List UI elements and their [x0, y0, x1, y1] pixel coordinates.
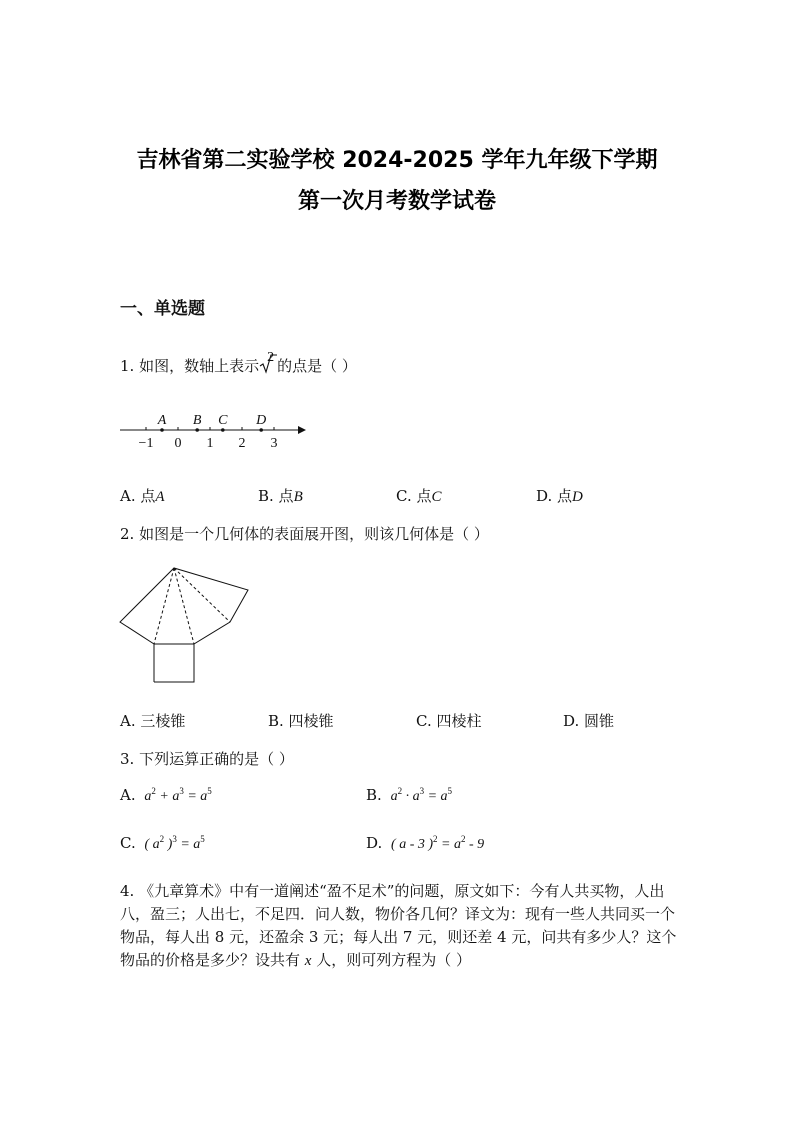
section-heading: 一、单选题: [120, 299, 205, 319]
q1-option-b[interactable]: [258, 485, 303, 506]
number-line-tick-label: 2: [238, 436, 246, 451]
question-3: 3. 下列运算正确的是（ ）: [120, 750, 294, 768]
net-outline: [120, 568, 248, 682]
q2-option-d[interactable]: D. 圆锥: [563, 712, 615, 730]
question-1: [120, 350, 357, 376]
option-key: C.: [120, 834, 136, 852]
pyramid-net-figure: [118, 562, 254, 686]
formula-d: ( a - 3 )$^2 = a^2 - 9$: [391, 834, 485, 852]
formula-a: $a^2 + a^3 = a^5$: [144, 786, 212, 804]
number-line-ticks: [139, 427, 278, 451]
q2-option-c[interactable]: C. 四棱柱: [416, 712, 482, 730]
q3-option-c[interactable]: [120, 834, 205, 853]
option-var: B: [293, 489, 303, 505]
number-line-point: [160, 428, 164, 432]
question-4-text-end: 人，则可列方程为（ ）: [316, 951, 472, 969]
q1-option-c[interactable]: [396, 485, 442, 506]
q3-option-d[interactable]: [366, 834, 484, 853]
option-key: D.: [366, 834, 383, 852]
option-var: A: [155, 489, 165, 505]
number-line-tick-label: 3: [270, 436, 278, 451]
axis-arrow-icon: [298, 426, 306, 434]
option-var: C: [431, 489, 442, 505]
number-line-point-label: D: [256, 413, 267, 428]
number-line-point: [221, 428, 225, 432]
number-line-point-label: B: [192, 413, 202, 428]
number-line-point: [259, 428, 263, 432]
number-line-figure: [118, 405, 308, 453]
net-fold-line-1: [154, 568, 174, 644]
question-1-suffix: 的点是（ ）: [277, 357, 357, 375]
number-line-point-label: C: [218, 413, 228, 428]
question-4-text: 4. 《九章算术》中有一道阐述“盈不足术”的问题，原文如下：今有人共买物，人出八，盈三；人出七，不足四．问人数，物价各几何？译文为：现有一些人共同买一个物品，每人出 8 元，还盈余 3 元；每人出 7 元，则还差 4 元，问共有多少人？这个物品的价格是多少？设共有: [120, 882, 677, 969]
option-key: D. 点: [536, 487, 573, 505]
radicand: 2: [267, 350, 275, 365]
question-4: [120, 880, 680, 973]
option-key: B. 点: [258, 487, 294, 505]
page-title-line2: 第一次月考数学试卷: [297, 189, 496, 214]
option-key: A.: [120, 786, 136, 804]
q2-option-a[interactable]: A. 三棱锥: [120, 712, 186, 730]
formula-b: $a^2 \cdot a^3 = a^5$: [390, 786, 453, 804]
option-var: D: [572, 489, 583, 505]
option-key: A. 点: [120, 487, 156, 505]
question-1-prefix: 1. 如图，数轴上表示: [120, 357, 260, 375]
number-line-tick-label: 1: [206, 436, 214, 451]
question-2: 2. 如图是一个几何体的表面展开图，则该几何体是（ ）: [120, 525, 489, 543]
option-key: B.: [366, 786, 382, 804]
q3-option-a[interactable]: [120, 786, 212, 805]
q3-option-b[interactable]: [366, 786, 452, 805]
option-key: C. 点: [396, 487, 432, 505]
number-line-tick-label: 0: [174, 436, 182, 451]
net-fold-line-2: [174, 568, 194, 644]
page-title-line1: 吉林省第二实验学校 2024-2025 学年九年级下学期: [136, 148, 658, 173]
q2-option-b[interactable]: B. 四棱锥: [268, 712, 334, 730]
formula-c: ( $a^2$ )$^3 = a^5$: [144, 834, 205, 852]
question-4-var: x: [304, 953, 312, 969]
number-line-point-label: A: [157, 413, 167, 428]
number-line-point: [195, 428, 199, 432]
q1-option-a[interactable]: [120, 485, 165, 506]
number-line-tick-label: −1: [138, 436, 154, 451]
number-line-points: [157, 413, 267, 432]
q1-option-d[interactable]: [536, 485, 583, 506]
sqrt-symbol: [259, 350, 277, 375]
